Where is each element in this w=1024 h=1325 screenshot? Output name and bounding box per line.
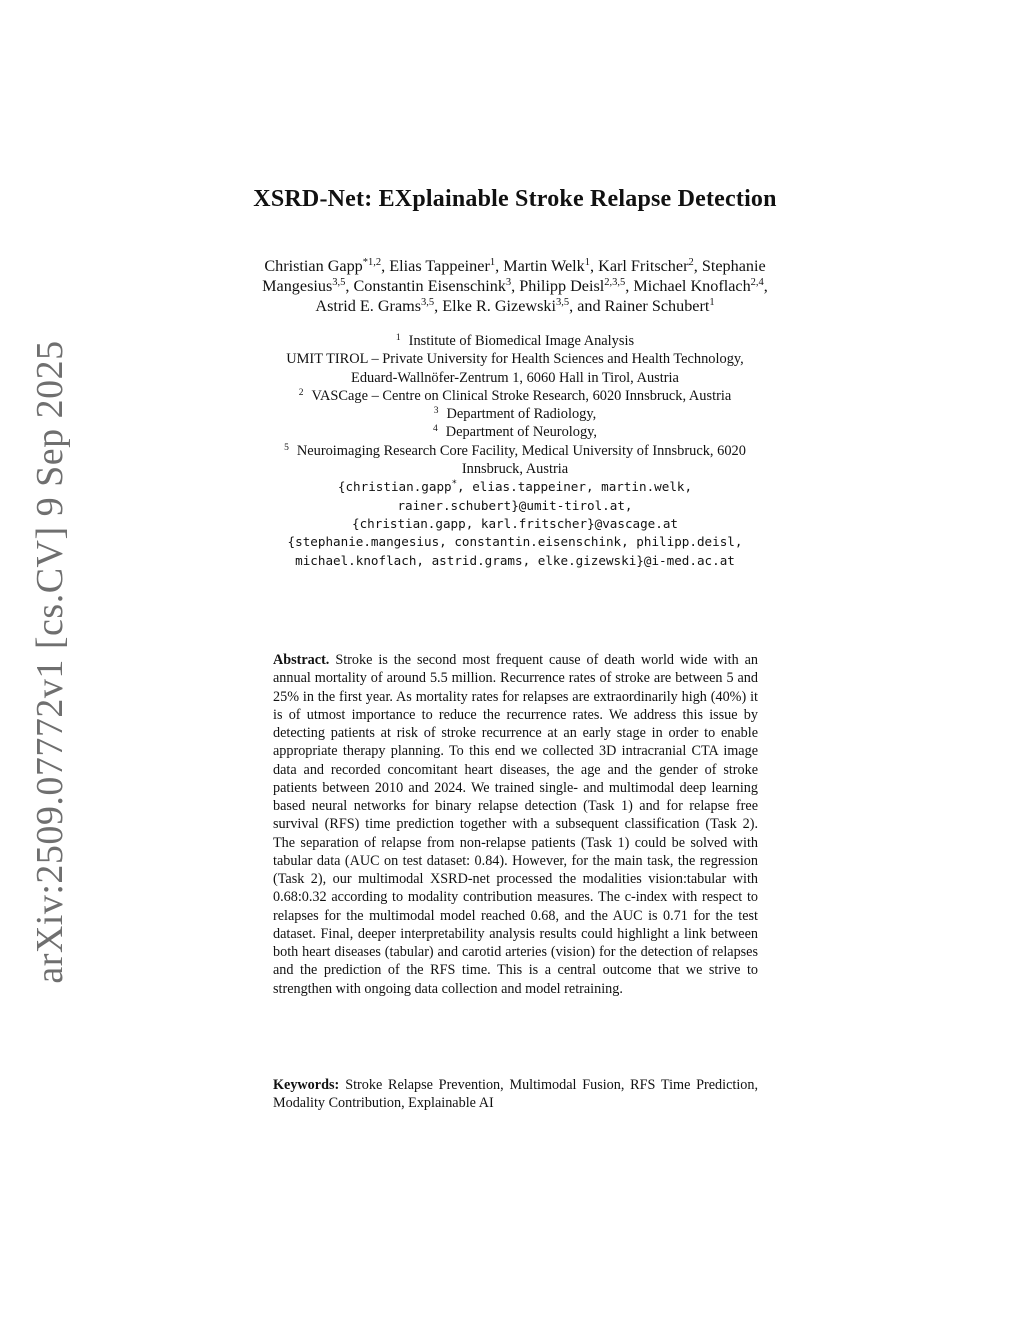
author-affiliation-marker: 1 (584, 257, 591, 268)
author-name: , Elias Tappeiner (381, 257, 490, 275)
email-line: {christian.gapp, karl.fritscher}@vascage.at (351, 515, 679, 531)
author-name: , Elke R. Gizewski (434, 297, 556, 315)
affiliation-number: 2 (298, 387, 304, 398)
affiliation-number: 1 (395, 333, 401, 343)
author-name: , Martin Welk (495, 257, 585, 275)
author-name: Astrid E. Grams (315, 297, 422, 315)
author-affiliation-marker: 2,3,5 (604, 277, 626, 288)
keywords-section (273, 1076, 758, 1113)
corresponding-author-marker: * (451, 479, 458, 490)
affiliation-line: $^4$ Department of Neurology, (432, 424, 598, 441)
author-name: , (763, 277, 768, 295)
author-name: Mangesius (262, 277, 333, 295)
affiliation-line: Eduard-Wallnöfer-Zentrum 1, 6060 Hall in Tirol, Austria (351, 369, 679, 386)
author-affiliation-marker: 3,5 (556, 297, 570, 308)
arxiv-identifier-stamp: arXiv:2509.07772v1 [cs.CV] 9 Sep 2025 (29, 340, 71, 984)
author-name: , Stephanie (693, 257, 766, 275)
affiliation-line: $^5$ Neuroimaging Research Core Facility, Medical University of Innsbruck, 6020 (284, 442, 746, 459)
affiliation-line: $^3$ Department of Radiology, (433, 406, 597, 423)
author-name: , Constantin Eisenschink (345, 277, 506, 295)
author-line-3 (220, 296, 810, 316)
keywords-label: Keywords: (273, 1077, 340, 1093)
affiliation-line: Innsbruck, Austria (461, 461, 569, 478)
author-name: , Karl Fritscher (590, 257, 689, 275)
email-line: {stephanie.mangesius, constantin.eisenschink, philipp.deisl, (287, 534, 743, 550)
affiliation-line: $^1$ Institute of Biomedical Image Analysis (395, 333, 635, 349)
author-affiliation-marker: *1,2 (362, 257, 382, 268)
affiliation-line: UMIT TIROL – Private University for Health Sciences and Health Technology, (286, 351, 744, 368)
email-line: {christian.gapp*, elias.tappeiner, martin.welk, (337, 479, 693, 495)
affiliation-line: $^2$ VASCage – Centre on Clinical Stroke Research, 6020 Innsbruck, Austria (298, 387, 732, 404)
paper-title: XSRD-Net: EXplainable Stroke Relapse Detection (253, 186, 777, 212)
author-affiliation-marker: 1 (709, 297, 715, 308)
email-line: michael.knoflach, astrid.grams, elke.gizewski}@i-med.ac.at (295, 552, 735, 568)
author-affiliation-marker: 2,4 (750, 277, 764, 288)
abstract-text: Stroke is the second most frequent cause of death world wide with an annual mortality of around 5.5 million. Recurrence rates of stroke are between 5 and 25% in the first year. As mortality rates for relapses are extraordinarily high (40%) it is of utmost importance to reduce the recurrence rates. We address this issue by detecting patients at risk of stroke recurrence at an early stage in order to enable appropriate therapy planning. To this end we collected 3D intracranial CTA image data and recorded concomitant heart diseases, the age and the gender of stroke patients between 2010 and 2024. We trained single- and multimodal deep learning based neural networks for binary relapse detection (Task 1) and for relapse free survival (RFS) time prediction together with a subsequent classification (Task 2). The separation of relapse from non-relapse patients (Task 1) could be solved with tabular data (AUC on test dataset: 0.84). However, for the main task, the regression (Task 2), our multimodal XSRD-net processed the modalities vision:tabular with 0.68:0.32 according to modality contribution measures. The c-index with respect to relapses for the multimodal model reached 0.68, and the AUC is 0.71 for the test dataset. Final, deeper interpretability analysis results could highlight a link between both heart diseases (tabular) and carotid arteries (vision) for the detection of relapses and the prediction of the RFS time. This is a central outcome that we strive to strengthen with ongoing data collection and model retraining. (273, 652, 758, 997)
author-affiliation-marker: 3,5 (421, 297, 435, 308)
affiliation-number: 4 (432, 424, 438, 435)
author-list (220, 256, 810, 316)
author-name: , Philipp Deisl (511, 277, 605, 295)
author-name: , and Rainer Schubert (569, 297, 710, 315)
affiliation-number: 5 (284, 442, 289, 453)
author-line-1 (220, 256, 810, 276)
keywords-text: Stroke Relapse Prevention, Multimodal Fusion, RFS Time Prediction, Modality Contribution, Explainable AI (273, 1077, 758, 1112)
abstract-section (273, 651, 758, 998)
affiliations-block (225, 332, 805, 570)
author-name: , Michael Knoflach (625, 277, 751, 295)
author-affiliation-marker: 3,5 (332, 277, 346, 288)
author-affiliation-marker: 3 (505, 277, 512, 288)
author-affiliation-marker: 1 (489, 257, 496, 268)
author-line-2 (220, 276, 810, 296)
email-line: rainer.schubert}@umit-tirol.at, (397, 497, 633, 513)
abstract-label: Abstract. (273, 652, 330, 668)
affiliation-number: 3 (433, 406, 439, 417)
author-affiliation-marker: 2 (688, 257, 694, 268)
author-name: Christian Gapp (264, 257, 363, 275)
